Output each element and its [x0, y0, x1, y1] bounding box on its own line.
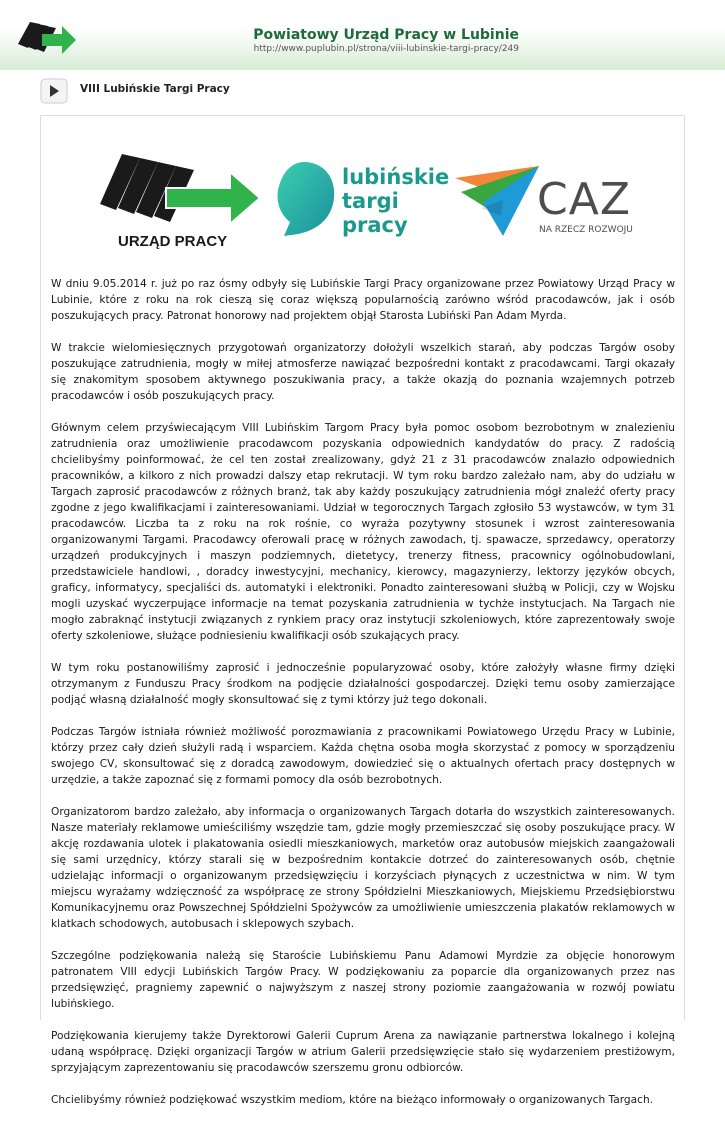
- ltp-line3: pracy: [342, 213, 408, 237]
- site-url[interactable]: http://www.puplubin.pl/strona/viii-lubinskie-targi-pracy/249: [253, 44, 519, 54]
- article-body: [51, 276, 675, 1124]
- article-paragraph: Szczególne podziękowania należą się Staroście Lubińskiemu Panu Adamowi Myrdzie za objęcie honorowym patronatem VIII edycji Lubińskich Targów Pracy. W podziękowaniu za poparcie dla organizowanych przez nas przedsięwzięć, pragniemy zapewnić o najwyższym z naszej strony poziomie zaangażowania w rozwój powiatu lubińskiego.: [51, 950, 675, 1010]
- site-header: [0, 0, 725, 70]
- article-container: [40, 115, 685, 1106]
- article-paragraph: W dniu 9.05.2014 r. już po raz ósmy odbyły się Lubińskie Targi Pracy organizowane przez Powiatowy Urząd Pracy w Lubinie, które z roku na rok cieszą się coraz większą popularnością zarówno wśród pracodawców, jak i osób poszukujących pracy. Patronat honorowy nad projektem objął Starosta Lubiński Pan Adam Myrda.: [51, 278, 675, 322]
- caz-tagline: NA RZECZ ROZWOJU: [539, 225, 633, 235]
- article-paragraph: Głównym celem przyświecającym VIII Lubińskim Targom Pracy była pomoc osobom bezrobotnym w znalezieniu zatrudnienia oraz umożliwienie pracodawcom pozyskania odpowiednich kandydatów do pracy. Z radością chcielibyśmy poinformować, że cel ten został zrealizowany, gdyż 21 z 31 pracodawców znalazło odpowiednich pracowników, a kilkoro z nich prowadzi dalszy etap rekrutacji. W tym roku bardzo zależało nam, aby do udziału w Targach zaprosić pracodawców z różnych branż, tak aby każdy poszukujący zatrudnienia mógł znaleźć oferty pracy zgodne z jego kwalifikacjami i zainteresowaniami. Udział w tegorocznych Targach zgłosiło 53 wystawców, w tym 31 pracodawców. Liczba ta z roku na rok rośnie, co wyraża pozytywny stosunek i wzrost zainteresowania organizowanymi Targami. Pracodawcy oferowali pracę w różnych zawodach, tj. spawacze, sprzedawcy, operatorzy urządzeń produkcyjnych i maszyn podziemnych, dietetycy, trenerzy fitness, pracownicy ogólnobudowlani, przedstawiciele handlowi, , doradcy inwestycyjni, mechanicy, kierowcy, magazynierzy, lektorzy języków obcych, graficy, informatycy, specjaliści ds. automatyki i elektroniki. Ponadto zainteresowani służbą w Policji, czy w Wojsku mogli uzyskać wyczerpujące informacje na temat pozyskania zatrudnienia w tychże instytucjach. Na Targach nie mogło zabraknąć instytucji związanych z rynkiem pracy oraz instytucji szkoleniowych, które zaprezentowały swoje oferty szkoleniowe, służące podniesieniu kwalifikacji osób szukających pracy.: [51, 422, 675, 642]
- page-title: VIII Lubińskie Targi Pracy: [80, 83, 230, 95]
- urzad-pracy-text: URZĄD PRACY: [118, 233, 228, 250]
- site-title[interactable]: Powiatowy Urząd Pracy w Lubinie: [253, 27, 519, 43]
- logo-row: [41, 136, 686, 266]
- caz-text: CAZ: [537, 174, 631, 225]
- lubinskie-targi-pracy-logo: [276, 156, 456, 246]
- article-paragraph: Chcielibyśmy również podziękować wszystkim mediom, które na bieżąco informowały o organizowanych Targach.: [51, 1094, 654, 1106]
- urzad-pracy-logo: [96, 146, 266, 256]
- arrow-right-icon: [40, 78, 68, 104]
- ltp-line1: lubińskie: [342, 165, 450, 189]
- article-paragraph: Organizatorom bardzo zależało, aby informacja o organizowanych Targach dotarła do wszystkich zainteresowanych. Nasze materiały reklamowe umieściliśmy wszędzie tam, gdzie mogły przemieszczać się osoby poszukujące pracy. W akcję rozdawania ulotek i plakatowania osiedli mieszkaniowych, marketów oraz autobusów miejskich zaangażowali się sami urzędnicy, którzy starali się w bezpośrednim kontakcie dotrzeć do zainteresowanych osób, chętnie udzielając informacji o organizowanym przedsięwzięciu i korzyściach płynących z uczestnictwa w nim. W tym miejscu wyrażamy wdzięczność za współpracę ze strony Spółdzielni Mieszkaniowych, Miejskiemu Przedsiębiorstwu Komunikacyjnemu oraz Powszechnej Spółdzielni Spożywców za umożliwienie umieszczenia plakatów reklamowych w klatkach schodowych, autobusach i sklepowych szybach.: [51, 806, 675, 930]
- article-paragraph: Podziękowania kierujemy także Dyrektorowi Galerii Cuprum Arena za nawiązanie partnerstwa lokalnego i kolejną udaną współpracę. Dzięki organizacji Targów w atrium Galerii przedsięwzięcie stało się wydarzeniem prestiżowym, sprzyjającym zaprezentowaniu się pracodawców szerszemu gronu odbiorców.: [51, 1030, 675, 1074]
- caz-logo: [453, 156, 653, 246]
- article-paragraph: W trakcie wielomiesięcznych przygotowań organizatorzy dołożyli wszelkich starań, aby podczas Targów osoby poszukujące zatrudnienia, mogły w miłej atmosferze nawiązać bezpośredni kontakt z pracodawcami. Targi okazały się znakomitym sposobem aktywnego poszukiwania pracy, a także okazją do poznania wzajemnych potrzeb pracodawców i osób poszukujących pracy.: [51, 342, 675, 402]
- ltp-line2: targi: [342, 189, 399, 213]
- article-paragraph: Podczas Targów istniała również możliwość porozmawiania z pracownikami Powiatowego Urzędu Pracy w Lubinie, którzy przez cały dzień służyli radą i wsparciem. Każda chętna osoba mogła skorzystać z pomocy w sporządzeniu swojego CV, skonsultować się z doradcą zawodowym, dowiedzieć się o aktualnych ofertach pracy dostępnych w urzędzie, a także zapoznać się z formami pomocy dla osób bezrobotnych.: [51, 726, 675, 786]
- article-paragraph: W tym roku postanowiliśmy zaprosić i jednocześnie popularyzować osoby, które założyły własne firmy dzięki otrzymanym z Funduszu Pracy środkom na podjęcie działalności gospodarczej. Dzięki temu osoby zamierzające podjąć własną działalność mogły skonsultować się z tymi którzy już tego dokonali.: [51, 662, 675, 706]
